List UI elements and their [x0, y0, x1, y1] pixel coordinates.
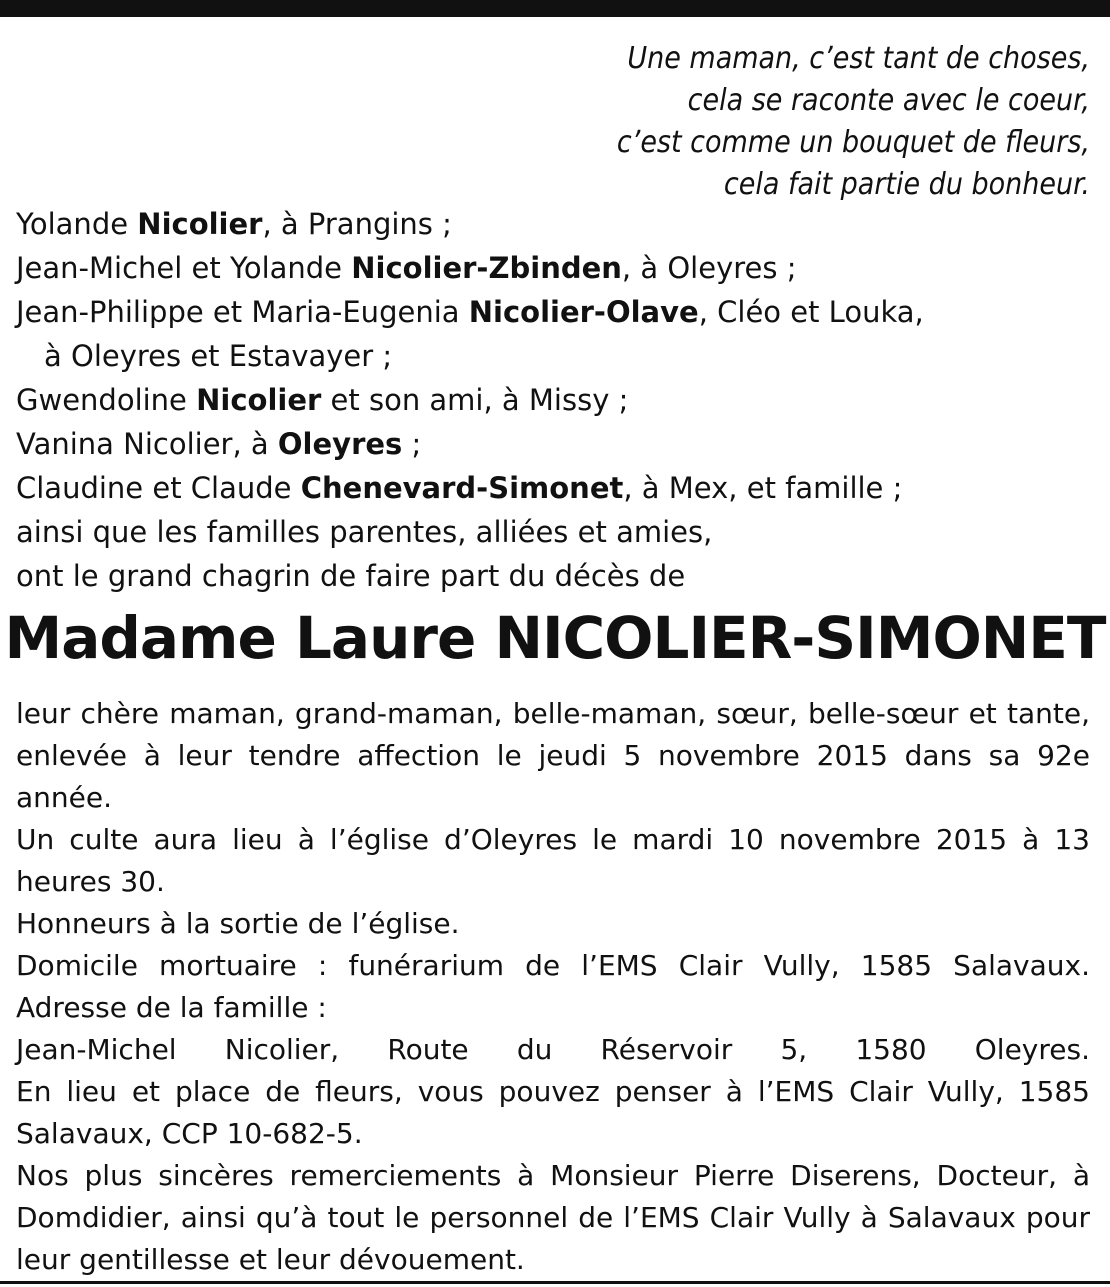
body-paragraph: Adresse de la famille :: [16, 991, 327, 1024]
deceased-name-heading: Madame Laure NICOLIER-SIMONET: [4, 604, 1106, 672]
family-line: Claudine et Claude Chenevard-Simonet, à Mex, et famille ;: [16, 471, 903, 505]
body-paragraph: Honneurs à la sortie de l’église.: [16, 907, 460, 940]
body-paragraph: Un culte aura lieu à l’église d’Oleyres le mardi 10 novembre 2015 à 13 heures 30.: [16, 823, 1090, 898]
body-paragraph: leur chère maman, grand-maman, belle-maman, sœur, belle-sœur et tante, enlevée à leur tendre affection le jeudi 5 novembre 2015 dans sa 92e année.: [16, 697, 1090, 814]
family-line: ont le grand chagrin de faire part du décès de: [16, 559, 686, 593]
poem-line: c’est comme un bouquet de fleurs,: [616, 125, 1090, 160]
family-line: Jean-Michel et Yolande Nicolier-Zbinden, à Oleyres ;: [16, 251, 797, 285]
family-line: ainsi que les familles parentes, alliées et amies,: [16, 515, 713, 549]
family-list: [16, 202, 1096, 598]
family-line: à Oleyres et Estavayer ;: [44, 339, 393, 373]
body-paragraph: Domicile mortuaire : funérarium de l’EMS Clair Vully, 1585 Salavaux.: [16, 949, 1090, 982]
family-line: Vanina Nicolier, à Oleyres ;: [16, 427, 422, 461]
family-line: Gwendoline Nicolier et son ami, à Missy ;: [16, 383, 629, 417]
poem-line: Une maman, c’est tant de choses,: [627, 41, 1090, 76]
body-paragraph: En lieu et place de fleurs, vous pouvez penser à l’EMS Clair Vully, 1585 Salavaux, CCP 10-682-5.: [16, 1075, 1090, 1150]
family-line: Yolande Nicolier, à Prangins ;: [16, 207, 452, 241]
bottom-border-rule: [0, 1281, 1110, 1284]
announcement-body: [16, 693, 1090, 1281]
body-paragraph: Nos plus sincères remerciements à Monsieur Pierre Diserens, Docteur, à Domdidier, ainsi qu’à tout le personnel de l’EMS Clair Vully à Salavaux pour leur gentillesse et leur dévouement.: [16, 1159, 1090, 1276]
poem-line: cela fait partie du bonheur.: [723, 167, 1090, 202]
top-border-rule: [0, 0, 1110, 17]
poem-line: cela se raconte avec le coeur,: [687, 83, 1090, 118]
epigraph-poem: [390, 38, 1090, 206]
body-paragraph: Jean-Michel Nicolier, Route du Réservoir 5, 1580 Oleyres.: [16, 1033, 1090, 1066]
family-line: Jean-Philippe et Maria-Eugenia Nicolier-Olave, Cléo et Louka,: [16, 295, 924, 329]
